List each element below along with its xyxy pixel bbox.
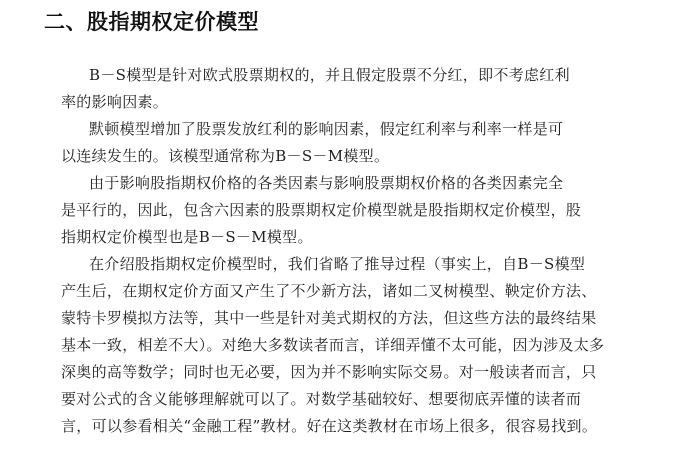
paragraph-line: 指期权定价模型也是B－S－M模型。	[61, 228, 313, 246]
paragraph-line: 要对公式的含义能够理解就可以了。对数学基础较好、想要彻底弄懂的读者而	[61, 390, 582, 408]
section-heading: 二、股指期权定价模型	[44, 10, 259, 34]
paragraph-line: 以连续发生的。该模型通常称为B－S－M模型。	[61, 147, 390, 165]
paragraph-line: 率的影响因素。	[61, 93, 169, 111]
paragraph-line: 是平行的，因此，包含六因素的股票期权定价模型就是股指期权定价模型，股	[61, 201, 582, 219]
paragraph-line: B－S模型是针对欧式股票期权的，并且假定股票不分红，即不考虑红利	[89, 66, 570, 84]
paragraph-line: 言，可以参看相关“金融工程”教材。好在这类教材在市场上很多，很容易找到。	[61, 417, 598, 435]
paragraph-line: 产生后，在期权定价方面又产生了不少新方法，诸如二叉树模型、鞅定价方法、	[61, 282, 597, 300]
paragraph-line: 由于影响股指期权价格的各类因素与影响股票期权价格的各类因素完全	[89, 174, 564, 192]
paragraph-line: 在介绍股指期权定价模型时，我们省略了推导过程（事实上，自B－S模型	[89, 255, 586, 273]
paragraph-line: 基本一致，相差不大）。对绝大多数读者而言，详细弄懂不太可能，因为涉及太多	[61, 336, 605, 354]
paragraph-line: 默顿模型增加了股票发放红利的影响因素，假定红利率与利率一样是可	[89, 120, 564, 138]
paragraph-line: 蒙特卡罗模拟方法等，其中一些是针对美式期权的方法，但这些方法的最终结果	[61, 309, 597, 327]
paragraph-line: 深奥的高等数学；同时也无必要，因为并不影响实际交易。对一般读者而言，只	[61, 363, 597, 381]
